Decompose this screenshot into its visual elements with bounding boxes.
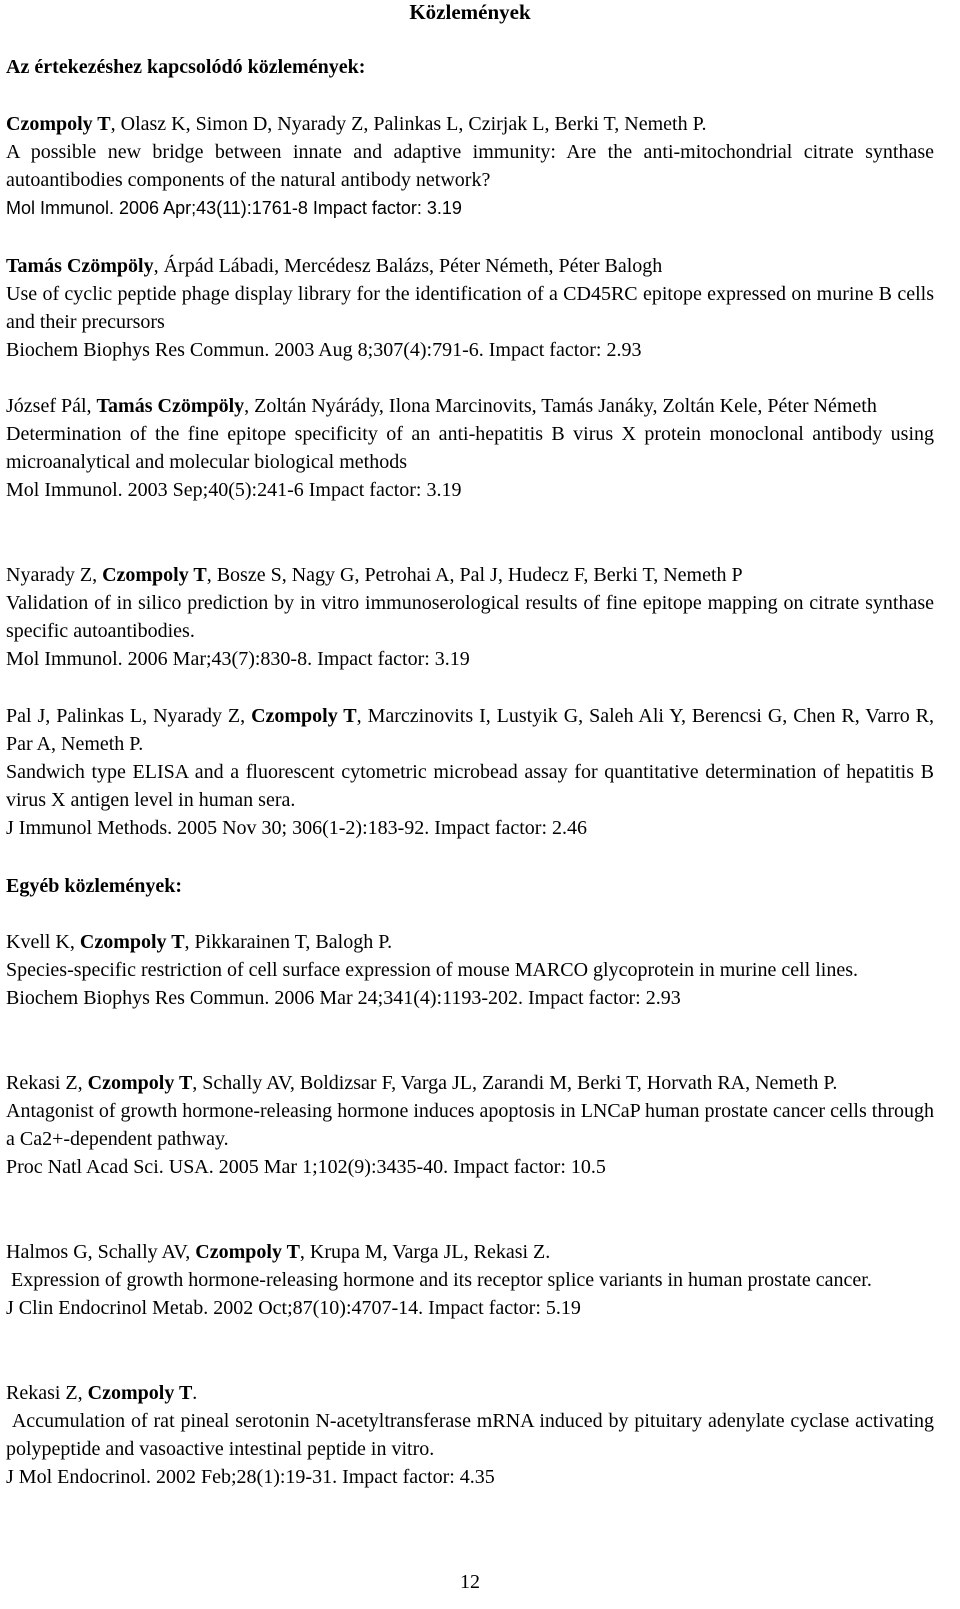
publication-journal: Mol Immunol. 2006 Mar;43(7):830-8. Impact factor: 3.19 [6, 648, 470, 670]
publication-journal: Mol Immunol. 2006 Apr;43(11):1761-8 Impact factor: 3.19 [6, 198, 462, 218]
publication-authors [6, 561, 934, 589]
publication-entry [6, 1238, 934, 1322]
publication-journal: Proc Natl Acad Sci. USA. 2005 Mar 1;102(9):3435-40. Impact factor: 10.5 [6, 1156, 606, 1178]
author-list: Pal J, Palinkas L, Nyarady Z, [6, 705, 252, 727]
publication-title: Species-specific restriction of cell surface expression of mouse MARCO glycoprotein in murine cell lines. [6, 959, 858, 981]
author-list: , Pikkarainen T, Balogh P. [184, 931, 393, 953]
author-highlight: Czompoly T [6, 113, 111, 135]
author-list: , Marczinovits I, Lustyik G, Saleh Ali Y, Berencsi G, Chen R, Varro R, Par A, Nemeth P. [6, 705, 935, 755]
publication-title: Determination of the fine epitope specificity of an anti-hepatitis B virus X protein monoclonal antibody using microanalytical and molecular biological methods [6, 423, 934, 473]
publication-authors [6, 702, 934, 758]
author-list: , Schally AV, Boldizsar F, Varga JL, Zarandi M, Berki T, Horvath RA, Nemeth P. [192, 1072, 838, 1094]
author-highlight: Czompoly T [87, 1072, 193, 1094]
publication-journal: Mol Immunol. 2003 Sep;40(5):241-6 Impact factor: 3.19 [6, 479, 462, 501]
author-list: . [192, 1382, 198, 1404]
publication-journal: J Immunol Methods. 2005 Nov 30; 306(1-2):183-92. Impact factor: 2.46 [6, 817, 588, 839]
author-list: , Bosze S, Nagy G, Petrohai A, Pal J, Hudecz F, Berki T, Nemeth P [206, 564, 743, 586]
publication-entry [6, 928, 934, 1012]
page-heading: Közlemények [409, 0, 531, 24]
publication-journal: Biochem Biophys Res Commun. 2003 Aug 8;307(4):791-6. Impact factor: 2.93 [6, 339, 642, 361]
publication-entry [6, 252, 934, 364]
author-highlight: Czompoly T [195, 1241, 300, 1263]
author-list: Kvell K, [6, 931, 80, 953]
section-title-related: Az értekezéshez kapcsolódó közlemények: [6, 56, 366, 78]
publication-entry [6, 561, 934, 673]
publication-title: Use of cyclic peptide phage display library for the identification of a CD45RC epitope expressed on murine B cells and their precursors [6, 283, 934, 333]
author-list: Rekasi Z, [6, 1072, 88, 1094]
author-list: Nyarady Z, [6, 564, 103, 586]
author-highlight: Tamás Czömpöly [96, 395, 245, 417]
publication-authors [6, 252, 934, 280]
publication-entry [6, 392, 934, 504]
author-list: , Zoltán Nyárády, Ilona Marcinovits, Tamás Janáky, Zoltán Kele, Péter Németh [244, 395, 877, 417]
author-list: Halmos G, Schally AV, [6, 1241, 196, 1263]
author-highlight: Czompoly T [79, 931, 185, 953]
publication-journal: J Mol Endocrinol. 2002 Feb;28(1):19-31. Impact factor: 4.35 [6, 1466, 495, 1488]
publication-title: Antagonist of growth hormone-releasing hormone induces apoptosis in LNCaP human prostate cancer cells through a Ca2+-dependent pathway. [6, 1100, 934, 1150]
publication-entry [6, 1379, 939, 1491]
page-number: 12 [460, 1571, 480, 1593]
publication-authors [6, 1238, 934, 1266]
publication-entry [6, 1069, 934, 1181]
publication-authors [6, 928, 934, 956]
publication-authors [6, 392, 934, 420]
publication-journal: Biochem Biophys Res Commun. 2006 Mar 24;341(4):1193-202. Impact factor: 2.93 [6, 987, 681, 1009]
publication-authors [6, 110, 934, 138]
publication-title: Validation of in silico prediction by in vitro immunoserological results of fine epitope mapping on citrate synthase specific autoantibodies. [6, 592, 934, 642]
author-highlight: Czompoly T [87, 1382, 193, 1404]
author-list: József Pál, [6, 395, 97, 417]
publication-entry [6, 702, 934, 842]
author-highlight: Czompoly T [102, 564, 207, 586]
author-highlight: Czompoly T [251, 705, 357, 727]
publication-authors [6, 1069, 934, 1097]
publication-title: Accumulation of rat pineal serotonin N-acetyltransferase mRNA induced by pituitary adenylate cyclase activating polypeptide and vasoactive intestinal peptide in vitro. [6, 1410, 939, 1460]
publication-journal: J Clin Endocrinol Metab. 2002 Oct;87(10):4707-14. Impact factor: 5.19 [6, 1297, 581, 1319]
publication-title: Sandwich type ELISA and a fluorescent cytometric microbead assay for quantitative determination of hepatitis B virus X antigen level in human sera. [6, 761, 934, 811]
publication-authors [6, 1379, 934, 1407]
publication-title: Expression of growth hormone-releasing hormone and its receptor splice variants in human prostate cancer. [6, 1269, 872, 1291]
publication-entry [6, 110, 934, 222]
publication-title: A possible new bridge between innate and adaptive immunity: Are the anti-mitochondrial citrate synthase autoantibodies components of the natural antibody network? [6, 141, 934, 191]
section-title-other: Egyéb közlemények: [6, 875, 183, 897]
author-list: , Árpád Lábadi, Mercédesz Balázs, Péter Németh, Péter Balogh [153, 255, 663, 277]
author-list: , Krupa M, Varga JL, Rekasi Z. [299, 1241, 551, 1263]
author-list: , Olasz K, Simon D, Nyarady Z, Palinkas L, Czirjak L, Berki T, Nemeth P. [110, 113, 707, 135]
author-list: Rekasi Z, [6, 1382, 88, 1404]
author-highlight: Tamás Czömpöly [6, 255, 154, 277]
